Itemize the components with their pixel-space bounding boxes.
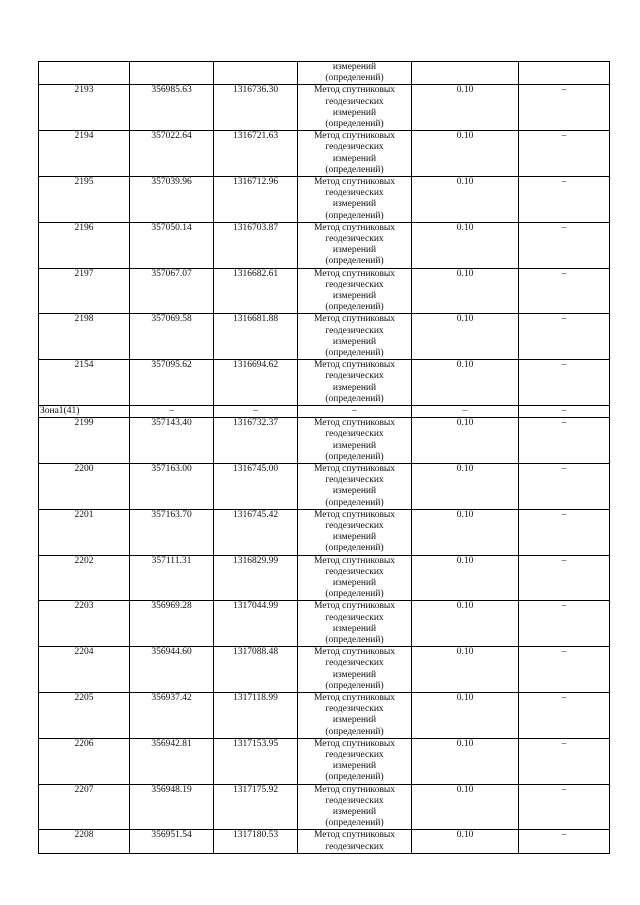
zone-label-cell: Зона1(41) bbox=[39, 406, 130, 418]
method-cell: Метод спутниковых геодезических измерений (определений) bbox=[298, 601, 412, 647]
point-cell: 2206 bbox=[39, 738, 130, 784]
table-row bbox=[39, 784, 610, 830]
note-cell: – bbox=[519, 601, 610, 647]
note-cell: – bbox=[519, 692, 610, 738]
method-cell: Метод спутниковых геодезических измерений (определений) bbox=[298, 738, 412, 784]
accuracy-cell: 0.10 bbox=[412, 360, 519, 406]
table-row bbox=[39, 222, 610, 268]
point-cell: 2195 bbox=[39, 177, 130, 223]
method-cell: Метод спутниковых геодезических bbox=[298, 830, 412, 853]
y-cell: 1317153.95 bbox=[214, 738, 298, 784]
point-cell: 2154 bbox=[39, 360, 130, 406]
point-cell: 2194 bbox=[39, 131, 130, 177]
point-cell: 2208 bbox=[39, 830, 130, 853]
x-cell: 357111.31 bbox=[130, 555, 214, 601]
note-cell: – bbox=[519, 85, 610, 131]
x-cell: 357095.62 bbox=[130, 360, 214, 406]
x-cell: 356985.63 bbox=[130, 85, 214, 131]
y-cell: 1316712.96 bbox=[214, 177, 298, 223]
note-cell: – bbox=[519, 406, 610, 418]
accuracy-cell: 0.10 bbox=[412, 314, 519, 360]
table-row bbox=[39, 692, 610, 738]
accuracy-cell: 0.10 bbox=[412, 738, 519, 784]
note-cell: – bbox=[519, 360, 610, 406]
method-cell: – bbox=[298, 406, 412, 418]
method-cell: Метод спутниковых геодезических измерений (определений) bbox=[298, 222, 412, 268]
y-cell: – bbox=[214, 406, 298, 418]
accuracy-cell: 0.10 bbox=[412, 647, 519, 693]
point-cell: 2197 bbox=[39, 268, 130, 314]
point-cell: 2196 bbox=[39, 222, 130, 268]
point-cell: 2207 bbox=[39, 784, 130, 830]
method-cell: Метод спутниковых геодезических измерений (определений) bbox=[298, 360, 412, 406]
table-row bbox=[39, 601, 610, 647]
accuracy-cell: 0.10 bbox=[412, 177, 519, 223]
point-cell: 2201 bbox=[39, 509, 130, 555]
table-row bbox=[39, 85, 610, 131]
x-cell: 357039.96 bbox=[130, 177, 214, 223]
accuracy-cell: 0.10 bbox=[412, 131, 519, 177]
note-cell: – bbox=[519, 784, 610, 830]
note-cell: – bbox=[519, 177, 610, 223]
x-cell: 357050.14 bbox=[130, 222, 214, 268]
accuracy-cell: 0.10 bbox=[412, 555, 519, 601]
y-cell: 1317088.48 bbox=[214, 647, 298, 693]
method-cell: Метод спутниковых геодезических измерений (определений) bbox=[298, 509, 412, 555]
y-cell: 1317044.99 bbox=[214, 601, 298, 647]
y-cell: 1316682.61 bbox=[214, 268, 298, 314]
method-cell: измерений (определений) bbox=[298, 62, 412, 85]
x-cell: 356944.60 bbox=[130, 647, 214, 693]
method-cell: Метод спутниковых геодезических измерений (определений) bbox=[298, 784, 412, 830]
point-cell: 2204 bbox=[39, 647, 130, 693]
method-cell: Метод спутниковых геодезических измерений (определений) bbox=[298, 268, 412, 314]
y-cell: 1316736.30 bbox=[214, 85, 298, 131]
accuracy-cell: 0.10 bbox=[412, 784, 519, 830]
x-cell: – bbox=[130, 406, 214, 418]
accuracy-cell: 0.10 bbox=[412, 268, 519, 314]
x-cell: 356948.19 bbox=[130, 784, 214, 830]
point-cell: 2203 bbox=[39, 601, 130, 647]
y-cell: 1316681.88 bbox=[214, 314, 298, 360]
y-cell: 1316732.37 bbox=[214, 418, 298, 464]
note-cell: – bbox=[519, 131, 610, 177]
point-cell: 2205 bbox=[39, 692, 130, 738]
x-cell: 357069.58 bbox=[130, 314, 214, 360]
table-row bbox=[39, 360, 610, 406]
note-cell: – bbox=[519, 647, 610, 693]
accuracy-cell: 0.10 bbox=[412, 222, 519, 268]
point-cell: 2202 bbox=[39, 555, 130, 601]
accuracy-cell: 0.10 bbox=[412, 692, 519, 738]
note-cell: – bbox=[519, 418, 610, 464]
note-cell: – bbox=[519, 463, 610, 509]
point-cell: 2193 bbox=[39, 85, 130, 131]
note-cell: – bbox=[519, 314, 610, 360]
accuracy-cell: 0.10 bbox=[412, 509, 519, 555]
table-row-fragment bbox=[39, 62, 610, 85]
accuracy-cell: 0.10 bbox=[412, 85, 519, 131]
method-cell: Метод спутниковых геодезических измерений (определений) bbox=[298, 555, 412, 601]
coordinates-table bbox=[38, 61, 610, 854]
table-row bbox=[39, 647, 610, 693]
note-cell: – bbox=[519, 268, 610, 314]
point-cell: 2198 bbox=[39, 314, 130, 360]
method-cell: Метод спутниковых геодезических измерений (определений) bbox=[298, 647, 412, 693]
y-cell: 1316721.63 bbox=[214, 131, 298, 177]
accuracy-cell: – bbox=[412, 406, 519, 418]
note-cell: – bbox=[519, 509, 610, 555]
method-cell: Метод спутниковых геодезических измерений (определений) bbox=[298, 418, 412, 464]
note-cell: – bbox=[519, 222, 610, 268]
table-row bbox=[39, 509, 610, 555]
table-row bbox=[39, 418, 610, 464]
y-cell: 1317118.99 bbox=[214, 692, 298, 738]
note-cell bbox=[519, 62, 610, 85]
x-cell: 357022.64 bbox=[130, 131, 214, 177]
method-cell: Метод спутниковых геодезических измерений (определений) bbox=[298, 85, 412, 131]
table-row bbox=[39, 177, 610, 223]
x-cell: 356969.28 bbox=[130, 601, 214, 647]
x-cell: 356951.54 bbox=[130, 830, 214, 853]
y-cell: 1316694.62 bbox=[214, 360, 298, 406]
x-cell: 357163.00 bbox=[130, 463, 214, 509]
table-row bbox=[39, 463, 610, 509]
y-cell: 1317175.92 bbox=[214, 784, 298, 830]
accuracy-cell bbox=[412, 62, 519, 85]
method-cell: Метод спутниковых геодезических измерений (определений) bbox=[298, 131, 412, 177]
accuracy-cell: 0.10 bbox=[412, 830, 519, 853]
method-cell: Метод спутниковых геодезических измерений (определений) bbox=[298, 314, 412, 360]
accuracy-cell: 0.10 bbox=[412, 601, 519, 647]
x-cell: 356937.42 bbox=[130, 692, 214, 738]
x-cell bbox=[130, 62, 214, 85]
accuracy-cell: 0.10 bbox=[412, 418, 519, 464]
note-cell: – bbox=[519, 555, 610, 601]
point-cell: 2200 bbox=[39, 463, 130, 509]
y-cell: 1316703.87 bbox=[214, 222, 298, 268]
method-cell: Метод спутниковых геодезических измерений (определений) bbox=[298, 692, 412, 738]
method-cell: Метод спутниковых геодезических измерений (определений) bbox=[298, 463, 412, 509]
point-cell bbox=[39, 62, 130, 85]
x-cell: 357143.40 bbox=[130, 418, 214, 464]
table-row bbox=[39, 555, 610, 601]
note-cell: – bbox=[519, 738, 610, 784]
table-row bbox=[39, 738, 610, 784]
x-cell: 356942.81 bbox=[130, 738, 214, 784]
y-cell: 1316745.42 bbox=[214, 509, 298, 555]
table-row bbox=[39, 830, 610, 853]
note-cell: – bbox=[519, 830, 610, 853]
zone-row bbox=[39, 406, 610, 418]
y-cell: 1316829.99 bbox=[214, 555, 298, 601]
point-cell: 2199 bbox=[39, 418, 130, 464]
table-row bbox=[39, 131, 610, 177]
y-cell: 1316745.00 bbox=[214, 463, 298, 509]
table-row bbox=[39, 268, 610, 314]
table-row bbox=[39, 314, 610, 360]
y-cell: 1317180.53 bbox=[214, 830, 298, 853]
coordinates-table-body bbox=[39, 62, 610, 854]
method-cell: Метод спутниковых геодезических измерений (определений) bbox=[298, 177, 412, 223]
y-cell bbox=[214, 62, 298, 85]
x-cell: 357067.07 bbox=[130, 268, 214, 314]
x-cell: 357163.70 bbox=[130, 509, 214, 555]
accuracy-cell: 0.10 bbox=[412, 463, 519, 509]
